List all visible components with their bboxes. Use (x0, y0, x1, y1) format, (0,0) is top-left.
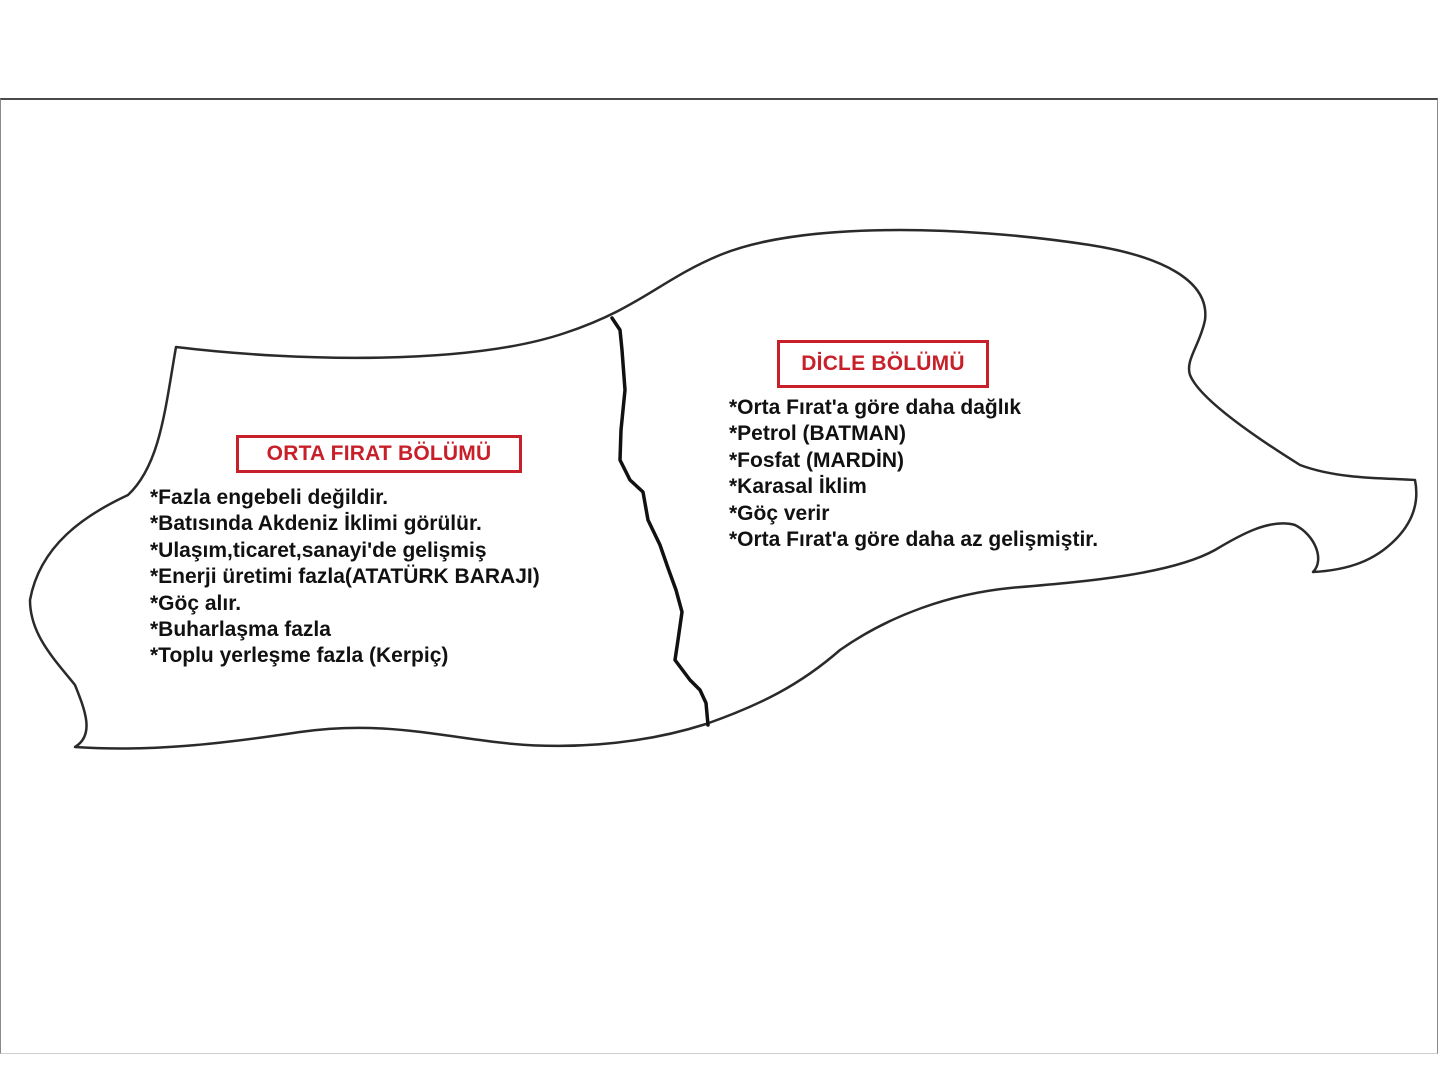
fact-item: *Fazla engebeli değildir. (150, 486, 389, 509)
dicle-title: DİCLE BÖLÜMÜ (777, 340, 989, 388)
orta-firat-facts (150, 485, 540, 670)
fact-item: *Orta Fırat'a göre daha az gelişmiştir. (729, 528, 1099, 552)
orta-firat-title: ORTA FIRAT BÖLÜMÜ (236, 435, 522, 473)
fact-item: *Karasal İklim (729, 475, 867, 499)
fact-item: *Toplu yerleşme fazla (Kerpiç) (150, 644, 449, 668)
region-divider (612, 318, 708, 725)
fact-item: *Göç alır. (150, 591, 242, 615)
fact-item: *Ulaşım,ticaret,sanayi'de gelişmiş (150, 538, 487, 562)
fact-item: *Orta Fırat'a göre daha dağlık (729, 396, 1022, 419)
fact-item: *Fosfat (MARDİN) (729, 448, 904, 472)
fact-item: *Buharlaşma fazla (150, 618, 331, 642)
dicle-facts (729, 395, 1098, 553)
fact-item: *Göç verir (729, 501, 830, 525)
fact-item: *Petrol (BATMAN) (729, 422, 906, 446)
fact-item: *Batısında Akdeniz İklimi görülür. (150, 512, 482, 536)
fact-item: *Enerji üretimi fazla(ATATÜRK BARAJI) (150, 565, 540, 589)
